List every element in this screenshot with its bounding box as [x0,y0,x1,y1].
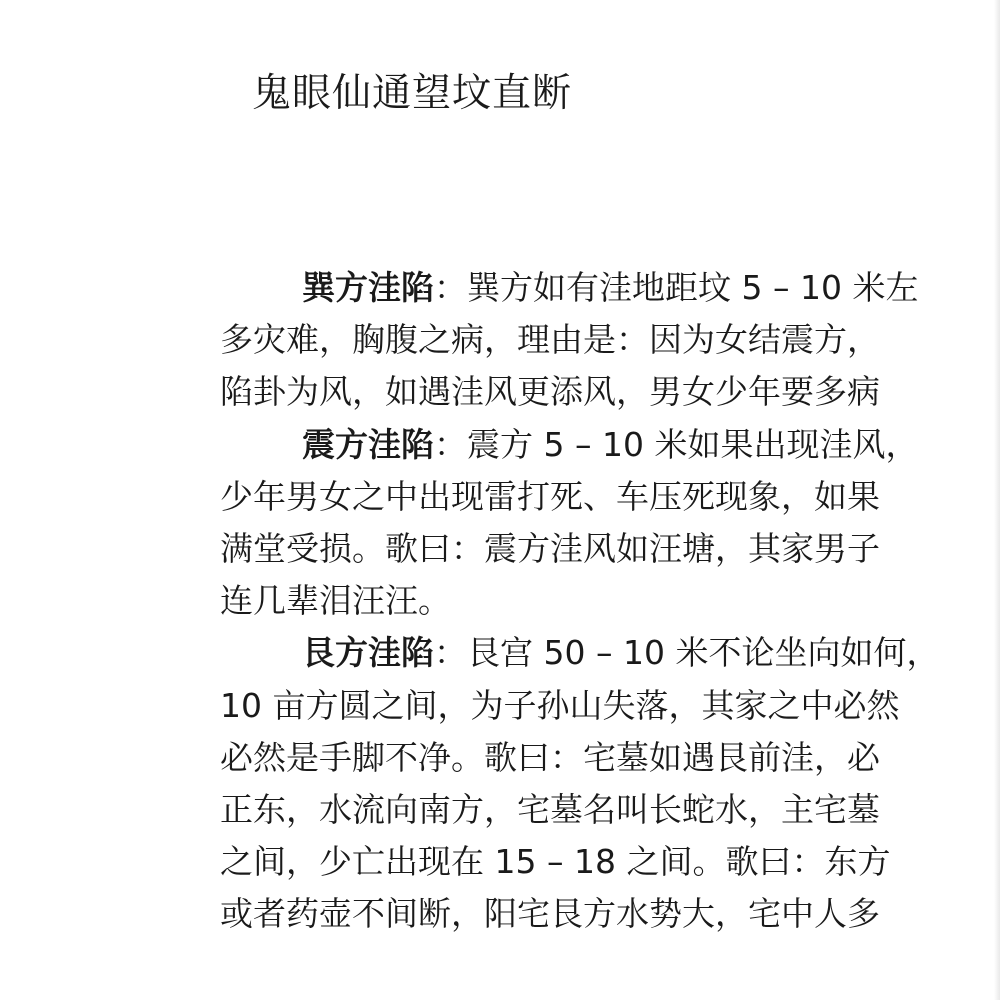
page-body [220,262,1000,1000]
paragraph-1-text: ：巽方如有洼地距坟 5 – 10 米左 [434,268,919,307]
paragraph-3-line-4: 正东，水流向南方，宅墓名叫长蛇水，主宅墓 [220,789,880,829]
page-header-title: 鬼眼仙通望坟直断 [252,71,573,116]
paragraph-3-term: 艮方洼陷 [302,633,434,673]
paragraph-1-line-1 [220,262,1000,314]
paragraph-2-line-1 [220,419,1000,471]
paragraph-2-line-4: 连几辈泪汪汪。 [220,581,451,621]
paragraph-3-text: ：艮宫 50 – 10 米不论坐向如何， [434,633,940,673]
paragraph-3-line-2: 10 亩方圆之间，为子孙山失落，其家之中必然 [220,685,900,725]
paragraph-1-line-2: 多灾难，胸腹之病，理由是：因为女结震方， [220,320,880,360]
paragraph-3-line-1 [220,627,1000,679]
paragraph-1-term: 巽方洼陷 [302,268,434,307]
paragraph-3-line-3: 必然是手脚不净。歌曰：宅墓如遇艮前洼，必 [220,737,880,777]
paragraph-2-line-3: 满堂受损。歌曰：震方洼风如汪塘，其家男子 [220,528,880,568]
paragraph-3-line-6: 或者药壶不间断，阳宅艮方水势大，宅中人多 [220,894,880,934]
paragraph-3-line-5: 之间，少亡出现在 15 – 18 之间。歌曰：东方 [220,842,891,882]
page-edge-shadow [994,0,1000,1000]
paragraph-2-text: ：震方 5 – 10 米如果出现洼风， [434,424,919,464]
paragraph-2-term: 震方洼陷 [302,424,434,464]
paragraph-2-line-2: 少年男女之中出现雷打死、车压死现象，如果 [220,476,880,516]
paragraph-1-line-3: 陷卦为风，如遇洼风更添风，男女少年要多病 [220,372,880,412]
